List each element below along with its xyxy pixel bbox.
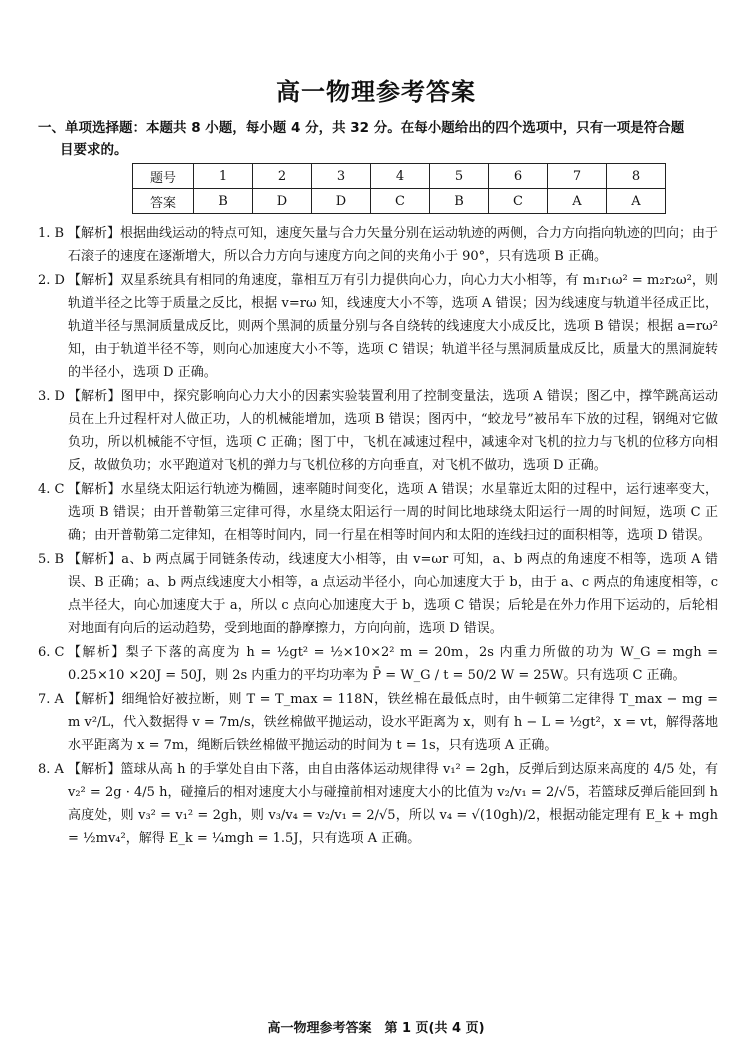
item-text: 【解析】篮球从高 h 的手掌处自由下落，由自由落体运动规律得 v₁² = 2gh，反弹后到达原来高度的 4/5 处，有 v₂² = 2g · 4/5 h，碰撞后的相对速度大小与碰撞前相对速度大小的比值为 v₂/v₁ = 2/√5，若篮球反弹后能回到 h 高度处，则 v₃² = v₁² = 2gh，则 v₃/v₄ = v₂/v₁ = 2/√5，所以 v₄ = √(10gh)/2，根据动能定理有 E_k + mgh = ½mv₄²，解得 E_k = ¼mgh = 1.5J，只有选项 A 正确。 bbox=[68, 762, 718, 846]
item-number: 6. C bbox=[38, 645, 65, 660]
table-cell-answer: A bbox=[607, 189, 666, 214]
item-number: 5. B bbox=[38, 552, 65, 567]
table-cell-number: 5 bbox=[430, 164, 489, 189]
table-cell-answer: A bbox=[548, 189, 607, 214]
item-text: 【解析】细绳恰好被拉断，则 T = T_max = 118N，铁丝棉在最低点时，由牛顿第二定律得 T_max − mg = m v²/L，代入数据得 v = 7m/s，铁丝棉做平抛运动，设水平距离为 x，则有 h − L = ½gt²，x = vt，解得落地水平距离为 x = 7m，绳断后铁丝棉做平抛运动的时间为 t = 1s，只有选项 A 正确。 bbox=[68, 692, 718, 753]
item-number: 8. A bbox=[38, 762, 64, 777]
answer-table bbox=[132, 163, 666, 214]
answer-table-row-numbers bbox=[133, 164, 666, 189]
item-number: 3. D bbox=[38, 389, 65, 404]
section-heading-line2: 目要求的。 bbox=[60, 142, 128, 158]
section-heading bbox=[38, 117, 718, 161]
item-text: 【解析】水星绕太阳运行轨迹为椭圆，速率随时间变化，选项 A 错误；水星靠近太阳的过程中，运行速率变大，选项 B 错误；由开普勒第三定律可得，水星绕太阳运行一周的时间比地球绕太阳运行一周的时间短，选项 C 正确；由开普勒第二定律知，在相等时间内，同一行星在相等时间内和太阳的连线扫过的面积相等，选项 D 错误。 bbox=[68, 482, 718, 543]
explanation-item-8 bbox=[38, 758, 718, 850]
answer-table-row-answers bbox=[133, 189, 666, 214]
explanation-item-6 bbox=[38, 641, 718, 687]
explanation-item-7 bbox=[38, 688, 718, 757]
explanation-item-1 bbox=[38, 222, 718, 268]
table-cell-answer: C bbox=[371, 189, 430, 214]
table-cell-number: 6 bbox=[489, 164, 548, 189]
explanation-item-5 bbox=[38, 548, 718, 640]
table-cell-answer: B bbox=[194, 189, 253, 214]
item-text: 【解析】梨子下落的高度为 h = ½gt² = ½×10×2² m = 20m，2s 内重力所做的功为 W_G = mgh = 0.25×10 ×20J = 50J，则 2s 内重力的平均功率为 P̄ = W_G / t = 50/2 W = 25W。只有选项 C 正确。 bbox=[68, 645, 718, 683]
item-text: 【解析】图甲中，探究影响向心力大小的因素实验装置利用了控制变量法，选项 A 错误；图乙中，撑竿跳高运动员在上升过程杆对人做正功，人的机械能增加，选项 B 错误；图丙中，“蛟龙号”被吊车下放的过程，钢绳对它做负功，所以机械能不守恒，选项 C 正确；图丁中，飞机在减速过程中，减速伞对飞机的拉力与飞机的位移方向相反，故做负功；水平跑道对飞机的弹力与飞机位移的方向垂直，对飞机不做功，选项 D 正确。 bbox=[68, 389, 718, 473]
table-cell-answer: D bbox=[253, 189, 312, 214]
table-cell-answer: C bbox=[489, 189, 548, 214]
table-cell-number: 4 bbox=[371, 164, 430, 189]
page-footer: 高一物理参考答案 第 1 页(共 4 页) bbox=[267, 1021, 485, 1036]
table-cell-number: 3 bbox=[312, 164, 371, 189]
item-text: 【解析】根据曲线运动的特点可知，速度矢量与合力矢量分别在运动轨迹的两侧，合力方向指向轨迹的凹向；由于石滚子的速度在逐渐增大，所以合力方向与速度方向之间的夹角小于 90°，只有选项 B 正确。 bbox=[68, 226, 719, 264]
item-number: 7. A bbox=[38, 692, 64, 707]
table-cell-number: 8 bbox=[607, 164, 666, 189]
item-text: 【解析】双星系统具有相同的角速度，靠相互万有引力提供向心力，向心力大小相等，有 m₁r₁ω² = m₂r₂ω²，则轨道半径之比等于质量之反比，根据 v=rω 知，线速度大小不等，选项 A 错误；因为线速度与轨道半径成正比，轨道半径与黑洞质量成反比，则两个黑洞的质量分别与各自绕转的线速度大小成反比，选项 B 错误；根据 a=rω² 知，由于轨道半径不等，则向心加速度大小不等，选项 C 错误；轨道半径与黑洞质量成反比，质量大的黑洞旋转的半径小，选项 D 正确。 bbox=[68, 273, 718, 380]
explanations-list bbox=[38, 222, 718, 851]
row-label-answer: 答案 bbox=[133, 189, 194, 214]
table-cell-number: 7 bbox=[548, 164, 607, 189]
table-cell-number: 2 bbox=[253, 164, 312, 189]
item-number: 1. B bbox=[38, 226, 65, 241]
table-cell-answer: D bbox=[312, 189, 371, 214]
row-label-number: 题号 bbox=[133, 164, 194, 189]
item-text: 【解析】a、b 两点属于同链条传动，线速度大小相等，由 v=ωr 可知，a、b 两点的角速度不相等，选项 A 错误、B 正确；a、b 两点线速度大小相等，a 点运动半径小，向心加速度大于 b，由于 a、c 两点的角速度相等，c 点半径大，向心加速度大于 a，所以 c 点向心加速度大于 b，选项 C 错误；后轮是在外力作用下运动的，后轮相对地面有向后的运动趋势，受到地面的静摩擦力，方向向前，选项 D 错误。 bbox=[68, 552, 718, 636]
page-title: 高一物理参考答案 bbox=[276, 78, 476, 106]
item-number: 4. C bbox=[38, 482, 65, 497]
explanation-item-2 bbox=[38, 269, 718, 384]
section-heading-line1: 一、单项选择题：本题共 8 小题，每小题 4 分，共 32 分。在每小题给出的四个选项中，只有一项是符合题 bbox=[38, 120, 685, 136]
explanation-item-4 bbox=[38, 478, 718, 547]
item-number: 2. D bbox=[38, 273, 65, 288]
explanation-item-3 bbox=[38, 385, 718, 477]
table-cell-number: 1 bbox=[194, 164, 253, 189]
table-cell-answer: B bbox=[430, 189, 489, 214]
